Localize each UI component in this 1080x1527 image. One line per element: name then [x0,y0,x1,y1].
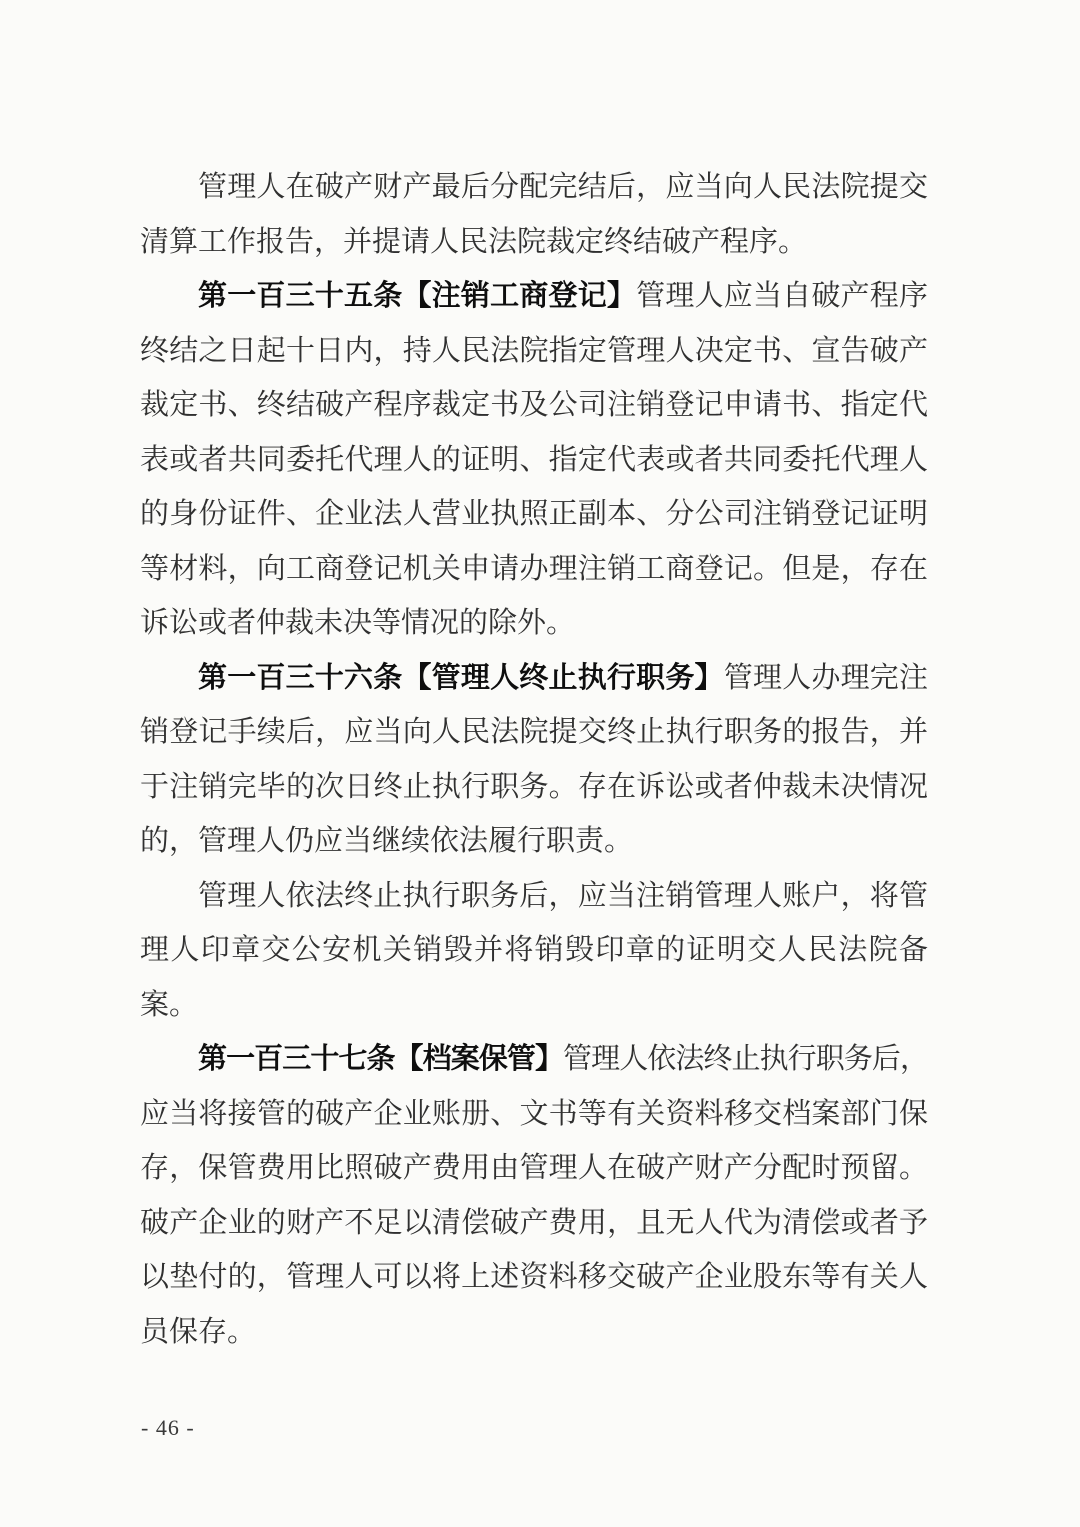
body-text: 管理人依法终止执行职务后， [563,1043,928,1075]
body-text: 理人印章交公安机关销毁并将销毁印章的证明交人民法院备 [140,934,928,966]
body-text: 诉讼或者仲裁未决等情况的除外。 [140,607,576,639]
text-line [140,215,928,270]
text-line [140,923,928,978]
text-line [140,1305,928,1360]
text-line [140,1250,928,1305]
body-text: 等材料，向工商登记机关申请办理注销工商登记。但是，存在 [140,552,928,585]
text-line [140,160,928,215]
text-line [140,814,928,869]
text-line [140,705,928,760]
text-line [140,1032,928,1087]
body-text: 员保存。 [140,1315,257,1348]
body-text: 清算工作报告，并提请人民法院裁定终结破产程序。 [140,225,808,258]
body-text: 存，保管费用比照破产费用由管理人在破产财产分配时预留。 [140,1152,928,1184]
text-column [140,160,928,1359]
text-line [140,433,928,488]
text-line [140,378,928,433]
body-text: 以垫付的，管理人可以将上述资料移交破产企业股东等有关人 [140,1261,928,1293]
body-text: 管理人办理完注 [723,661,928,694]
body-text: 裁定书、终结破产程序裁定书及公司注销登记申请书、指定代 [140,389,928,421]
article-137-heading: 第一百三十七条【档案保管】 [198,1043,564,1075]
article-135-heading: 第一百三十五条【注销工商登记】 [198,280,637,312]
text-line [140,760,928,815]
body-text: 管理人在破产财产最后分配完结后，应当向人民法院提交 [198,171,928,203]
text-line [140,1196,928,1251]
body-text: 表或者共同委托代理人的证明、指定代表或者共同委托代理人 [140,443,928,476]
text-line [140,1141,928,1196]
body-text: 破产企业的财产不足以清偿破产费用，且无人代为清偿或者予 [140,1206,928,1239]
page-number: - 46 - [141,1415,195,1440]
text-line [140,978,928,1033]
text-line [140,324,928,379]
body-text: 销登记手续后，应当向人民法院提交终止执行职务的报告，并 [140,716,928,748]
body-text: 的，管理人仍应当继续依法履行职责。 [140,825,634,857]
text-line [140,542,928,597]
text-line [140,869,928,924]
article-136-heading: 第一百三十六条【管理人终止执行职务】 [198,661,724,694]
text-line [140,1087,928,1142]
text-line [140,596,928,651]
text-line [140,269,928,324]
text-line [140,651,928,706]
body-text: 应当将接管的破产企业账册、文书等有关资料移交档案部门保 [140,1097,928,1130]
body-text: 的身份证件、企业法人营业执照正副本、分公司注销登记证明 [140,498,928,530]
body-text: 管理人依法终止执行职务后，应当注销管理人账户，将管 [198,879,928,912]
body-text: 于注销完毕的次日终止执行职务。存在诉讼或者仲裁未决情况 [140,770,928,803]
body-text: 终结之日起十日内，持人民法院指定管理人决定书、宣告破产 [140,334,928,367]
text-line [140,487,928,542]
body-text: 管理人应当自破产程序 [636,280,928,312]
body-text: 案。 [140,988,199,1021]
